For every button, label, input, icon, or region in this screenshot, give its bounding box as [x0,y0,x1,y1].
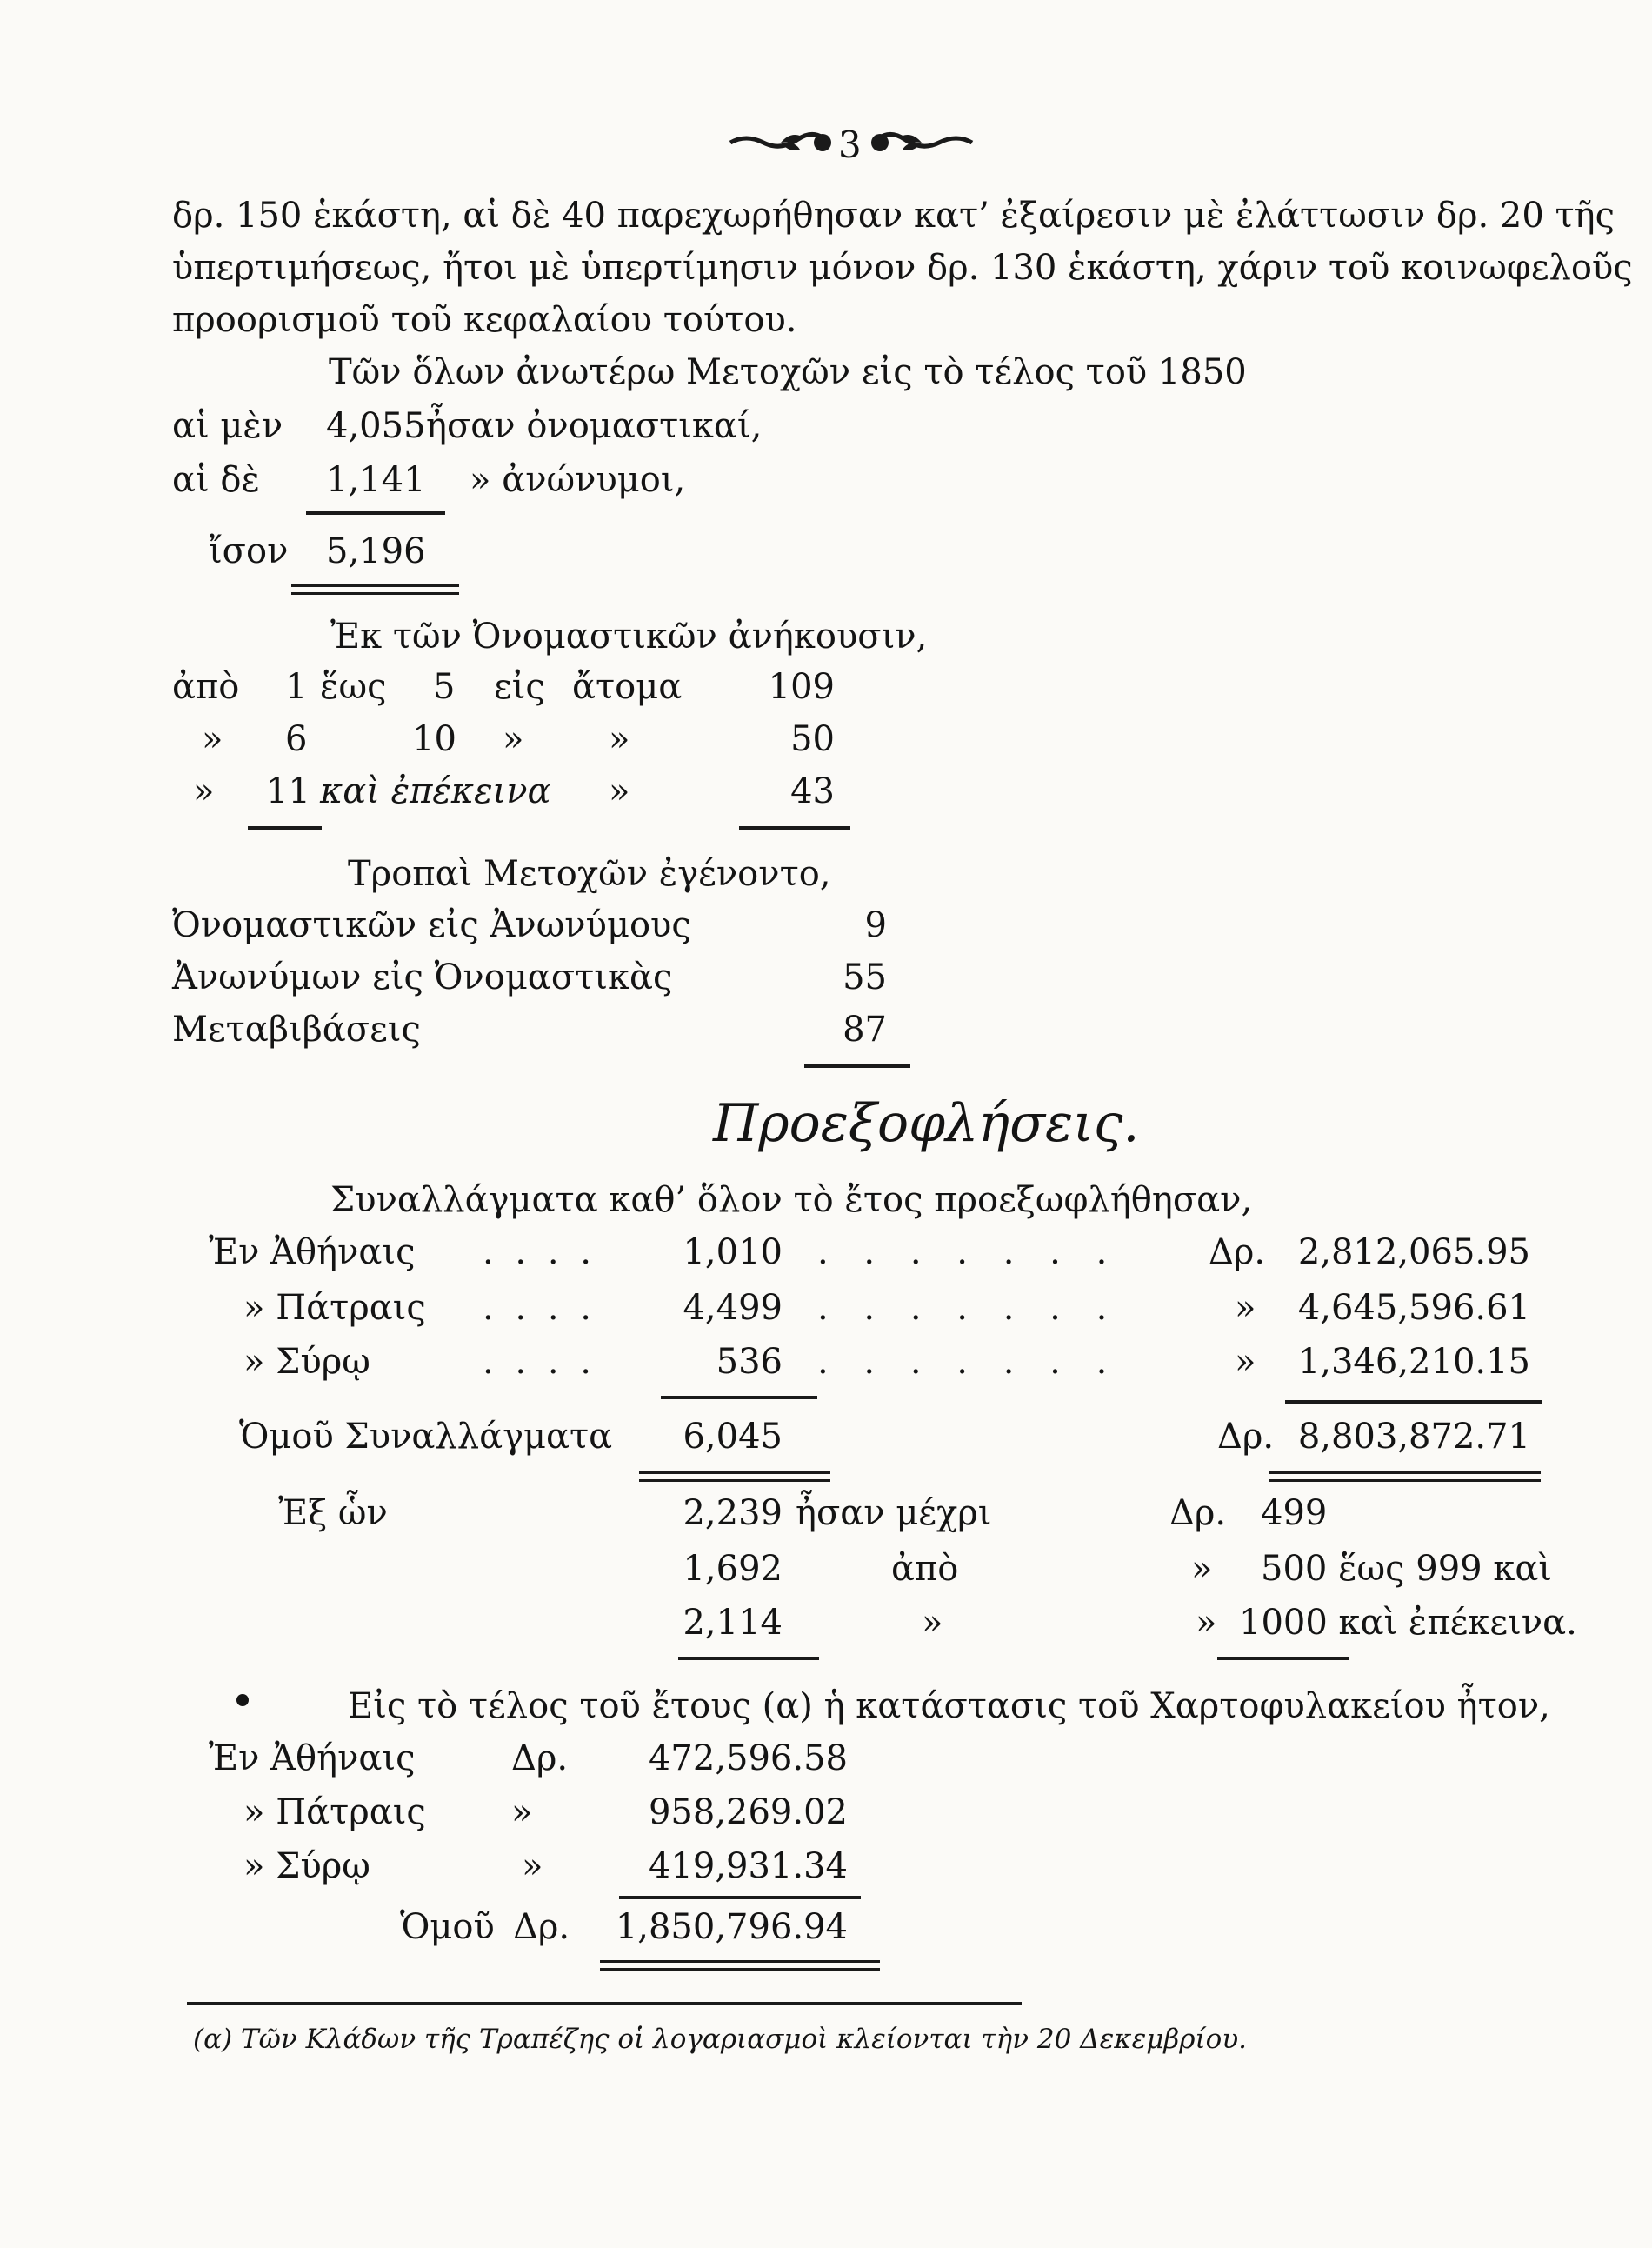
bullet-icon [236,1694,249,1706]
conversions-label: Ἀνωνύμων εἰς Ὀνομαστικὰς [172,957,673,997]
leader-dots: . . . . [483,1288,597,1328]
portfolio-city: Ἐν Ἀθήναις [209,1738,416,1778]
sum-rule [661,1396,817,1399]
portfolio-total-amount: 1,850,796.94 [615,1907,848,1947]
sum-rule [248,826,322,830]
portfolio-amount: 958,269.02 [648,1792,848,1832]
portfolio-intro: Εἰς τὸ τέλος τοῦ ἔτους (α) ἡ κατάστασις τοῦ Χαρτοφυλακείου ἦτον, [348,1686,1550,1726]
discount-city: » Πάτραις [243,1288,426,1328]
sum-rule [306,511,445,515]
sum-rule [678,1657,819,1660]
registered-col: ἄτομα [572,667,683,707]
section-heading: Προεξοφλήσεις. [713,1093,1140,1154]
footnote-divider [187,2002,1022,2005]
discount-amount: 4,645,596.61 [1297,1288,1530,1328]
sum-rule [1217,1657,1349,1660]
intro-line-2: ὑπερτιμήσεως, ἤτοι μὲ ὑπερτίμησιν μόνον δρ. 130 ἑκάστη, χάριν τοῦ κοινωφελοῦς [172,248,1633,288]
registered-title: Ἐκ τῶν Ὀνομαστικῶν ἀνήκουσιν, [330,617,928,657]
footnote: (α) Τῶν Κλάδων τῆς Τραπέζης οἱ λογαριασμοὶ κλείονται τὴν 20 Δεκεμβρίου. [193,2024,1248,2055]
breakdown-label: Ἐξ ὧν [278,1493,388,1533]
conversions-value: 55 [843,957,887,997]
registered-col: 1 [285,667,308,707]
breakdown-range: 499 [1261,1493,1328,1533]
shares-row-desc: » ἀνώνυμοι, [470,460,686,500]
ornament-right-icon [869,127,974,158]
discount-total-amount: 8,803,872.71 [1297,1417,1530,1457]
discount-count: 4,499 [683,1288,783,1328]
shares-row-label: αἱ δὲ [172,460,260,500]
breakdown-range: 500 ἕως 999 καὶ [1261,1549,1553,1589]
shares-total-label: ἴσον [209,531,289,571]
portfolio-currency: » [522,1846,543,1886]
sum-rule [1285,1400,1542,1404]
breakdown-count: 1,692 [683,1549,783,1589]
discount-amount: 2,812,065.95 [1297,1232,1530,1272]
portfolio-city: » Σύρῳ [243,1846,370,1886]
shares-row-value: 4,055 [326,406,426,446]
total-double-rule [291,584,459,595]
sum-rule [804,1064,910,1068]
total-double-rule [639,1471,830,1482]
portfolio-currency: Δρ. [511,1738,569,1778]
intro-line-3: προορισμοῦ τοῦ κεφαλαίου τούτου. [172,300,797,340]
sum-rule [619,1896,861,1899]
breakdown-text: ἦσαν μέχρι [796,1493,992,1533]
registered-col: » [609,719,630,759]
breakdown-range: 1000 καὶ ἐπέκεινα. [1239,1603,1577,1643]
total-double-rule [1269,1471,1541,1482]
registered-col: 11 [266,771,310,811]
portfolio-total-currency: Δρ. [513,1907,570,1947]
discount-amount: 1,346,210.15 [1297,1342,1530,1382]
portfolio-amount: 419,931.34 [648,1846,848,1886]
registered-col: » [609,771,630,811]
registered-col: ἕως [320,667,387,707]
total-double-rule [600,1960,880,1971]
breakdown-currency: Δρ. [1169,1493,1227,1533]
discount-city: » Σύρῳ [243,1342,370,1382]
discount-total-currency: Δρ. [1217,1417,1275,1457]
breakdown-count: 2,239 [683,1493,783,1533]
leader-dots: . . . . . . . [817,1342,1120,1382]
conversions-value: 87 [843,1010,887,1050]
discount-currency: » [1235,1288,1256,1328]
leader-dots: . . . . [483,1232,597,1272]
discount-currency: Δρ. [1209,1232,1266,1272]
discounts-intro: Συναλλάγματα καθ’ ὅλον τὸ ἔτος προεξωφλήθησαν, [330,1180,1253,1220]
conversions-title: Τροπαὶ Μετοχῶν ἐγένοντο, [348,854,831,894]
leader-dots: . . . . . . . [817,1232,1120,1272]
discount-total-count: 6,045 [683,1417,783,1457]
breakdown-currency: » [1191,1549,1213,1589]
portfolio-amount: 472,596.58 [648,1738,848,1778]
breakdown-currency: » [1196,1603,1217,1643]
discount-currency: » [1235,1342,1256,1382]
discount-total-label: Ὁμοῦ Συναλλάγματα [239,1417,613,1457]
breakdown-count: 2,114 [683,1603,783,1643]
page-number: 3 [838,123,862,166]
registered-col: » [503,719,524,759]
portfolio-city: » Πάτραις [243,1792,426,1832]
registered-col: » [193,771,215,811]
discount-count: 1,010 [683,1232,783,1272]
registered-col: 10 [412,719,456,759]
registered-col: » [202,719,223,759]
registered-value: 50 [790,719,835,759]
intro-line-1: δρ. 150 ἑκάστη, αἱ δὲ 40 παρεχωρήθησαν κατ’ ἐξαίρεσιν μὲ ἐλάττωσιν δρ. 20 τῆς [172,196,1615,236]
conversions-label: Ὀνομαστικῶν εἰς Ἀνωνύμους [172,905,691,945]
conversions-value: 9 [864,905,887,945]
breakdown-text: ἀπὸ [891,1549,959,1589]
ornament-left-icon [729,127,833,158]
registered-col: 5 [433,667,456,707]
registered-col: ἀπὸ [172,667,240,707]
sum-rule [739,826,850,830]
portfolio-currency: » [511,1792,533,1832]
breakdown-text: » [922,1603,943,1643]
discount-city: Ἐν Ἀθήναις [209,1232,416,1272]
leader-dots: . . . . [483,1342,597,1382]
portfolio-total-label: Ὁμοῦ [400,1907,495,1947]
registered-value: 43 [790,771,835,811]
registered-col: 6 [285,719,308,759]
leader-dots: . . . . . . . [817,1288,1120,1328]
shares-row-desc: ἦσαν ὀνομαστικαί, [426,406,763,446]
registered-value: 109 [768,667,835,707]
registered-col: εἰς [494,667,545,707]
conversions-label: Μεταβιβάσεις [172,1010,421,1050]
shares-total-value: 5,196 [326,531,426,571]
shares-row-label: αἱ μὲν [172,406,283,446]
discount-count: 536 [716,1342,783,1382]
shares-row-value: 1,141 [326,460,426,500]
shares-title: Τῶν ὅλων ἀνωτέρω Μετοχῶν εἰς τὸ τέλος τοῦ 1850 [329,352,1247,392]
registered-col: καὶ ἐπέκεινα [320,771,551,811]
